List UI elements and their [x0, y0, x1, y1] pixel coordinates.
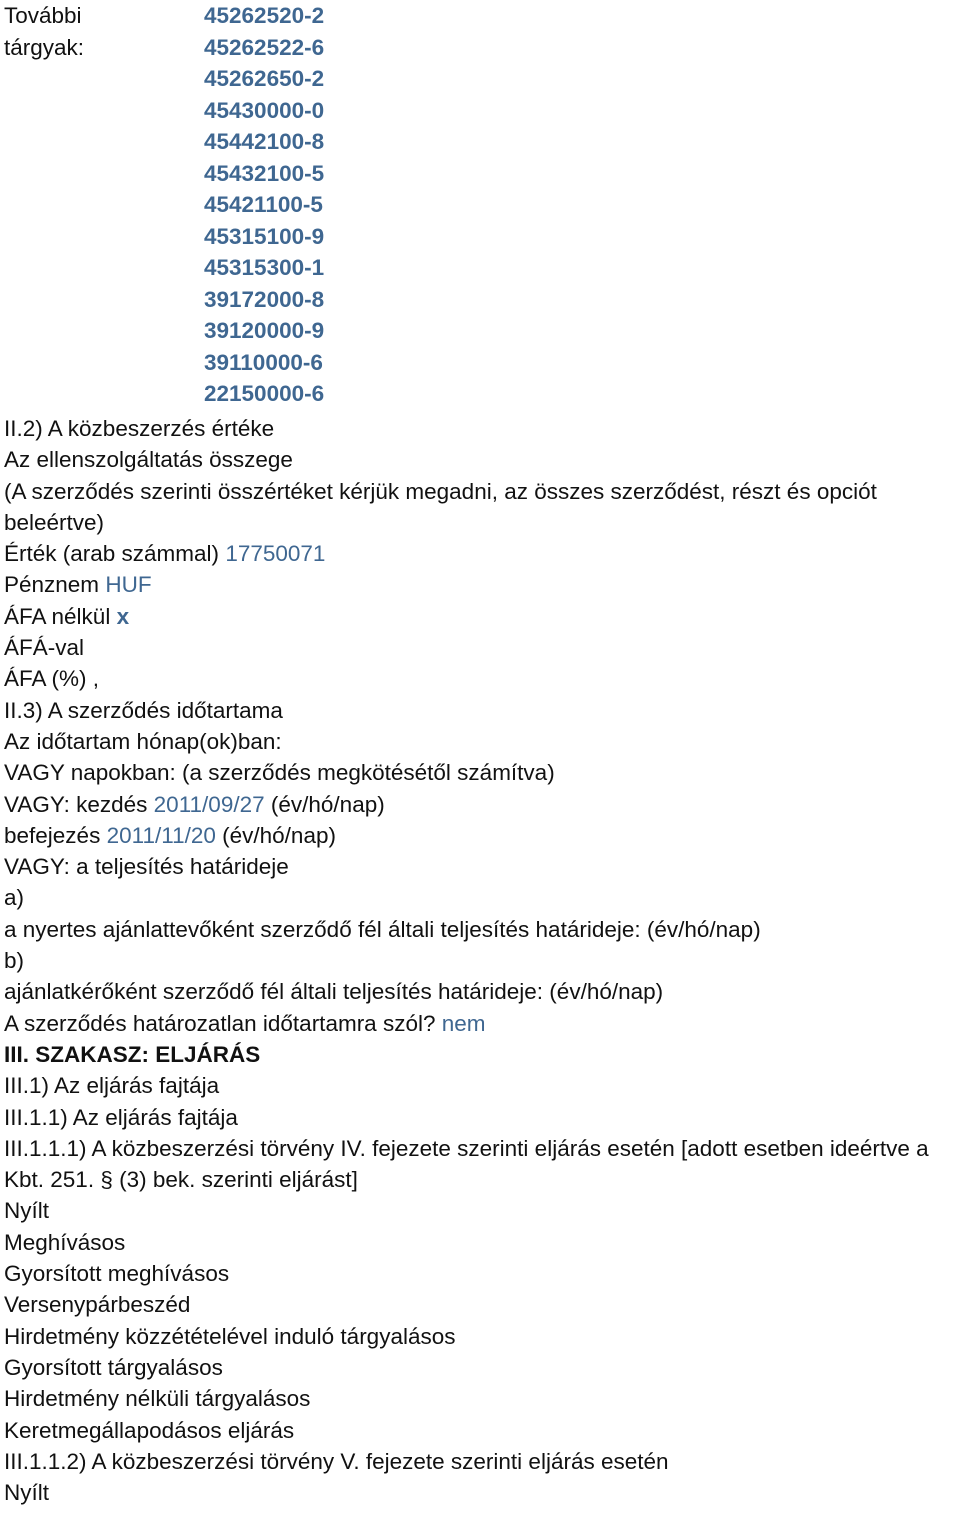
cpv-code: 45430000-0 — [204, 97, 325, 123]
currency-label: Pénznem — [4, 572, 100, 598]
value-heading: II.2) A közbeszerzés értéke — [4, 416, 275, 441]
vat-excluded-label: ÁFA nélkül — [4, 603, 111, 629]
start-date: 2011/09/27 — [153, 791, 265, 817]
start-label: VAGY: kezdés — [4, 791, 148, 817]
cpv-code: 45262520-2 — [204, 3, 325, 28]
vat-excluded-mark: x — [116, 603, 130, 629]
indefinite-row — [4, 1008, 956, 1039]
procedure-option: Nyílt — [4, 1198, 49, 1224]
item-b-text: ajánlatkérőként szerződő fél általi teljesítés határideje: (év/hó/nap) — [4, 979, 664, 1005]
end-row — [4, 820, 956, 851]
currency-value: HUF — [105, 572, 152, 598]
currency-row — [4, 569, 956, 600]
procedure-heading: III. SZAKASZ: ELJÁRÁS — [4, 1041, 261, 1067]
cpv-code: 45421100-5 — [204, 192, 323, 217]
value-amount: 17750071 — [225, 541, 326, 567]
other-subjects-block — [4, 0, 956, 410]
procedure-sub4: III.1.1.2) A közbeszerzési törvény V. fejezete szerinti eljárás esetén — [4, 1448, 669, 1474]
value-note: (A szerződés szerinti összértéket kérjük megadni, az összes szerződést, részt és opciót beleértve) — [4, 478, 877, 535]
item-a-text: a nyertes ajánlattevőként szerződő fél általi teljesítés határideje: (év/hó/nap) — [4, 916, 761, 942]
procedure-last-option: Nyílt — [4, 1480, 49, 1506]
procedure-option: Keretmegállapodásos eljárás — [4, 1417, 295, 1443]
document-body — [4, 413, 956, 1508]
other-subjects-label-1: További — [4, 3, 82, 28]
start-unit: (év/hó/nap) — [270, 791, 385, 817]
procedure-option: Hirdetmény közzétételével induló tárgyalásos — [4, 1323, 456, 1349]
value-row — [4, 538, 956, 569]
cpv-code: 45432100-5 — [204, 160, 325, 186]
vat-included-label: ÁFÁ-val — [4, 635, 85, 661]
cpv-code: 22150000-6 — [204, 381, 325, 406]
procedure-option: Gyorsított meghívásos — [4, 1261, 230, 1287]
procedure-sub1: III.1) Az eljárás fajtája — [4, 1073, 220, 1099]
procedure-sub3: III.1.1.1) A közbeszerzési törvény IV. fejezete szerinti eljárás esetén [adott esetben ideértve a Kbt. 251. § (3) bek. szerinti eljárást] — [4, 1135, 929, 1193]
cpv-code: 45315100-9 — [204, 223, 325, 249]
duration-days-label: VAGY napokban: (a szerződés megkötésétől számítva) — [4, 760, 555, 786]
vat-excluded-row — [4, 601, 956, 632]
value-label: Érték (arab számmal) — [4, 541, 220, 567]
end-label: befejezés — [4, 822, 101, 848]
duration-heading: II.3) A szerződés időtartama — [4, 697, 283, 723]
end-unit: (év/hó/nap) — [222, 822, 336, 848]
indefinite-question: A szerződés határozatlan időtartamra szól? — [4, 1010, 436, 1036]
deadline-label: VAGY: a teljesítés határideje — [4, 854, 289, 880]
end-date: 2011/11/20 — [106, 822, 216, 848]
other-subjects-label-2: tárgyak: — [4, 34, 85, 60]
procedure-option: Versenypárbeszéd — [4, 1292, 191, 1318]
procedure-option: Gyorsított tárgyalásos — [4, 1354, 223, 1380]
cpv-code: 45315300-1 — [204, 255, 325, 280]
indefinite-answer: nem — [441, 1010, 486, 1036]
value-subheading: Az ellenszolgáltatás összege — [4, 447, 293, 473]
item-a-label: a) — [4, 885, 25, 911]
item-b-label: b) — [4, 948, 25, 974]
procedure-option: Hirdetmény nélküli tárgyalásos — [4, 1386, 311, 1412]
procedure-sub2: III.1.1) Az eljárás fajtája — [4, 1104, 238, 1130]
vat-percent-label: ÁFA (%) , — [4, 666, 100, 692]
cpv-code: 45442100-8 — [204, 129, 325, 154]
cpv-code: 45262522-6 — [204, 34, 325, 60]
cpv-code: 45262650-2 — [204, 66, 325, 91]
duration-months-label: Az időtartam hónap(ok)ban: — [4, 728, 282, 754]
cpv-code: 39172000-8 — [204, 286, 325, 312]
cpv-code: 39110000-6 — [204, 349, 323, 375]
procedure-option: Meghívásos — [4, 1229, 126, 1255]
cpv-code: 39120000-9 — [204, 318, 325, 343]
start-row — [4, 789, 956, 820]
